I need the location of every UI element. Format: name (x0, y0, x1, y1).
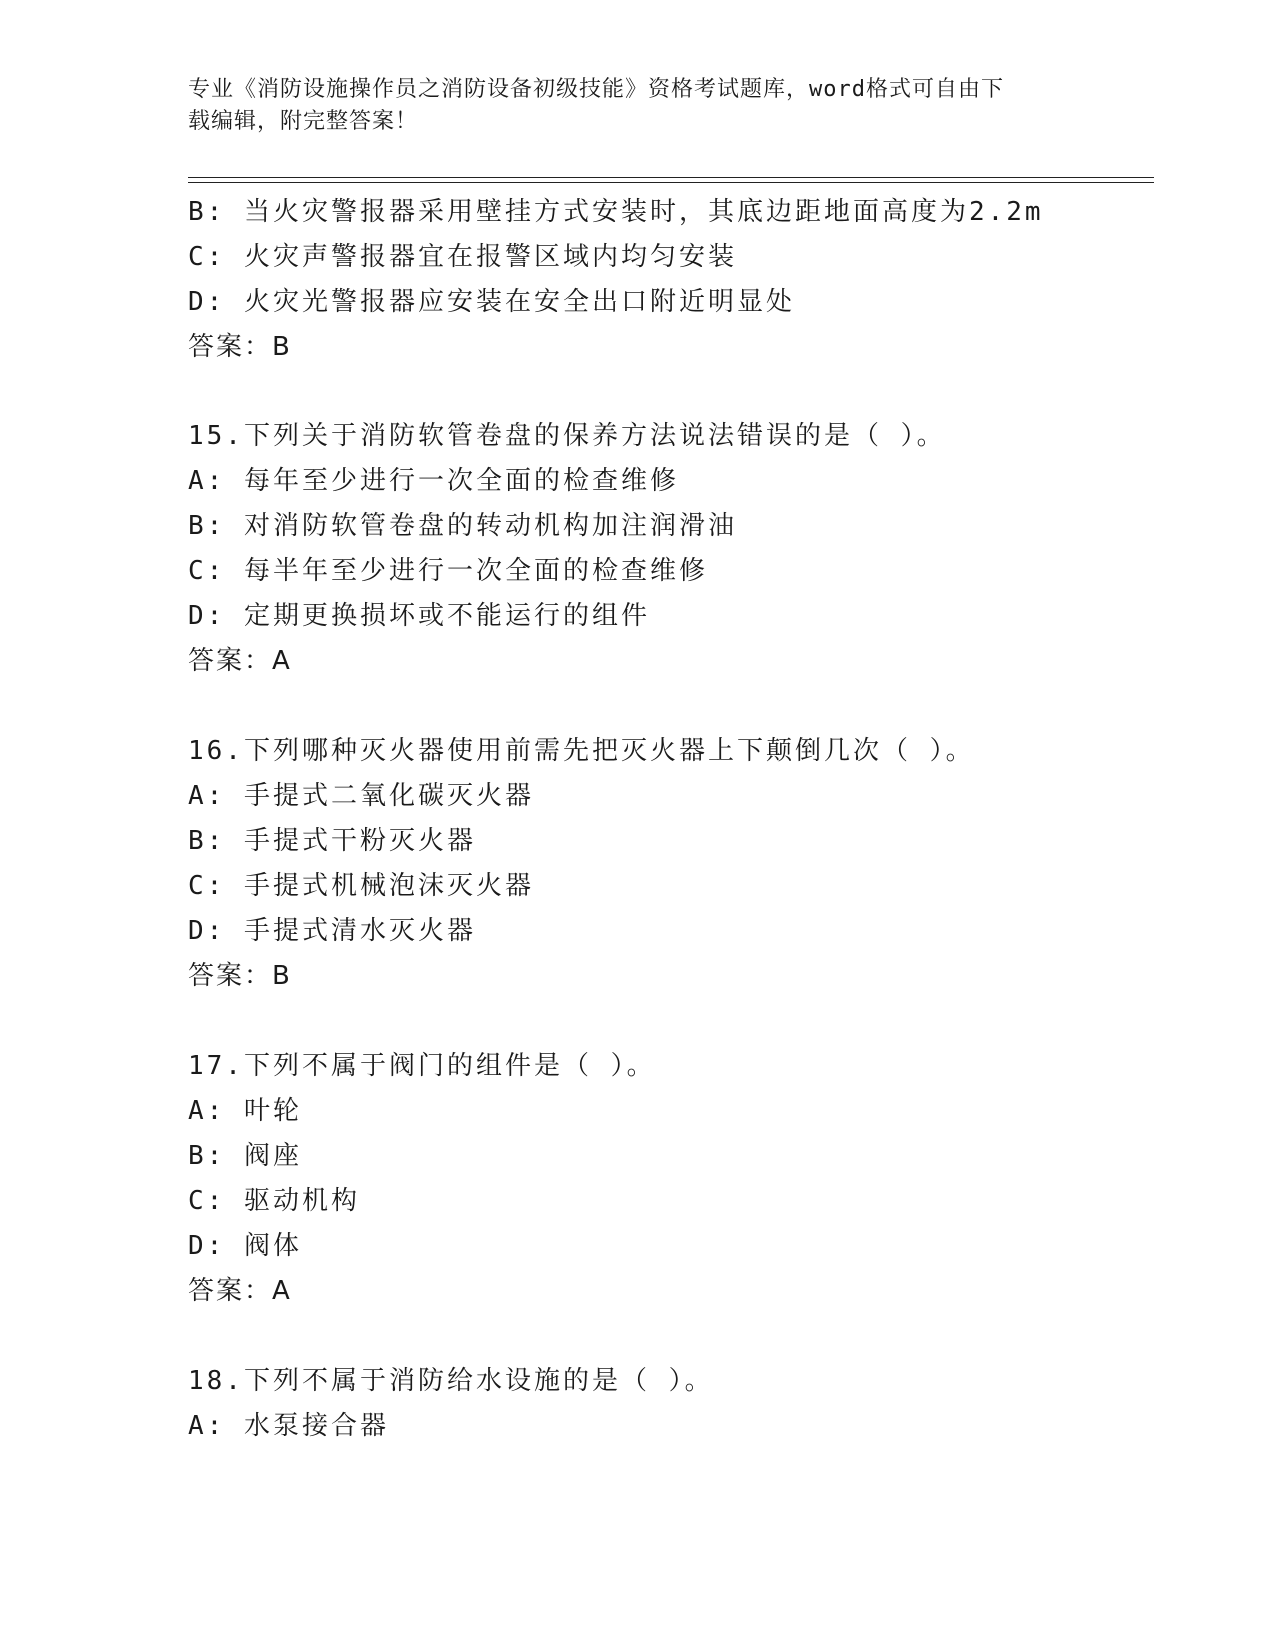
option-line: A: 手提式二氧化碳灭火器 (188, 781, 534, 811)
header-divider-top (188, 177, 1154, 178)
option-line: A: 水泵接合器 (188, 1411, 389, 1441)
answer-line: 答案：B (188, 332, 292, 362)
option-line: C: 手提式机械泡沫灭火器 (188, 871, 534, 901)
question-line: 18.下列不属于消防给水设施的是（ ）。 (188, 1366, 714, 1396)
option-line: B: 手提式干粉灭火器 (188, 826, 476, 856)
option-line: D: 火灾光警报器应安装在安全出口附近明显处 (188, 287, 795, 317)
question-line: 17.下列不属于阀门的组件是（ ）。 (188, 1051, 656, 1081)
header-line-2: 载编辑，附完整答案！ (188, 109, 419, 134)
header-line-1: 专业《消防设施操作员之消防设备初级技能》资格考试题库，word格式可自由下 (188, 77, 1004, 102)
option-line: A: 每年至少进行一次全面的检查维修 (188, 466, 679, 496)
header-divider-bottom (188, 182, 1154, 183)
option-line: C: 每半年至少进行一次全面的检查维修 (188, 556, 708, 586)
answer-line: 答案：A (188, 1276, 292, 1306)
option-line: B: 阀座 (188, 1141, 302, 1171)
answer-line: 答案：A (188, 646, 292, 676)
option-line: C: 驱动机构 (188, 1186, 360, 1216)
option-line: D: 定期更换损坏或不能运行的组件 (188, 601, 650, 631)
option-line: B: 对消防软管卷盘的转动机构加注润滑油 (188, 511, 737, 541)
option-line: D: 阀体 (188, 1231, 302, 1261)
question-line: 16.下列哪种灭火器使用前需先把灭火器上下颠倒几次（ ）。 (188, 736, 975, 766)
option-line: A: 叶轮 (188, 1096, 302, 1126)
option-line: B: 当火灾警报器采用壁挂方式安装时，其底边距地面高度为2.2m (188, 197, 1044, 227)
option-line: C: 火灾声警报器宜在报警区域内均匀安装 (188, 242, 737, 272)
document-header (188, 74, 1088, 138)
answer-line: 答案：B (188, 961, 292, 991)
question-line: 15.下列关于消防软管卷盘的保养方法说法错误的是（ ）。 (188, 421, 946, 451)
option-line: D: 手提式清水灭火器 (188, 916, 476, 946)
